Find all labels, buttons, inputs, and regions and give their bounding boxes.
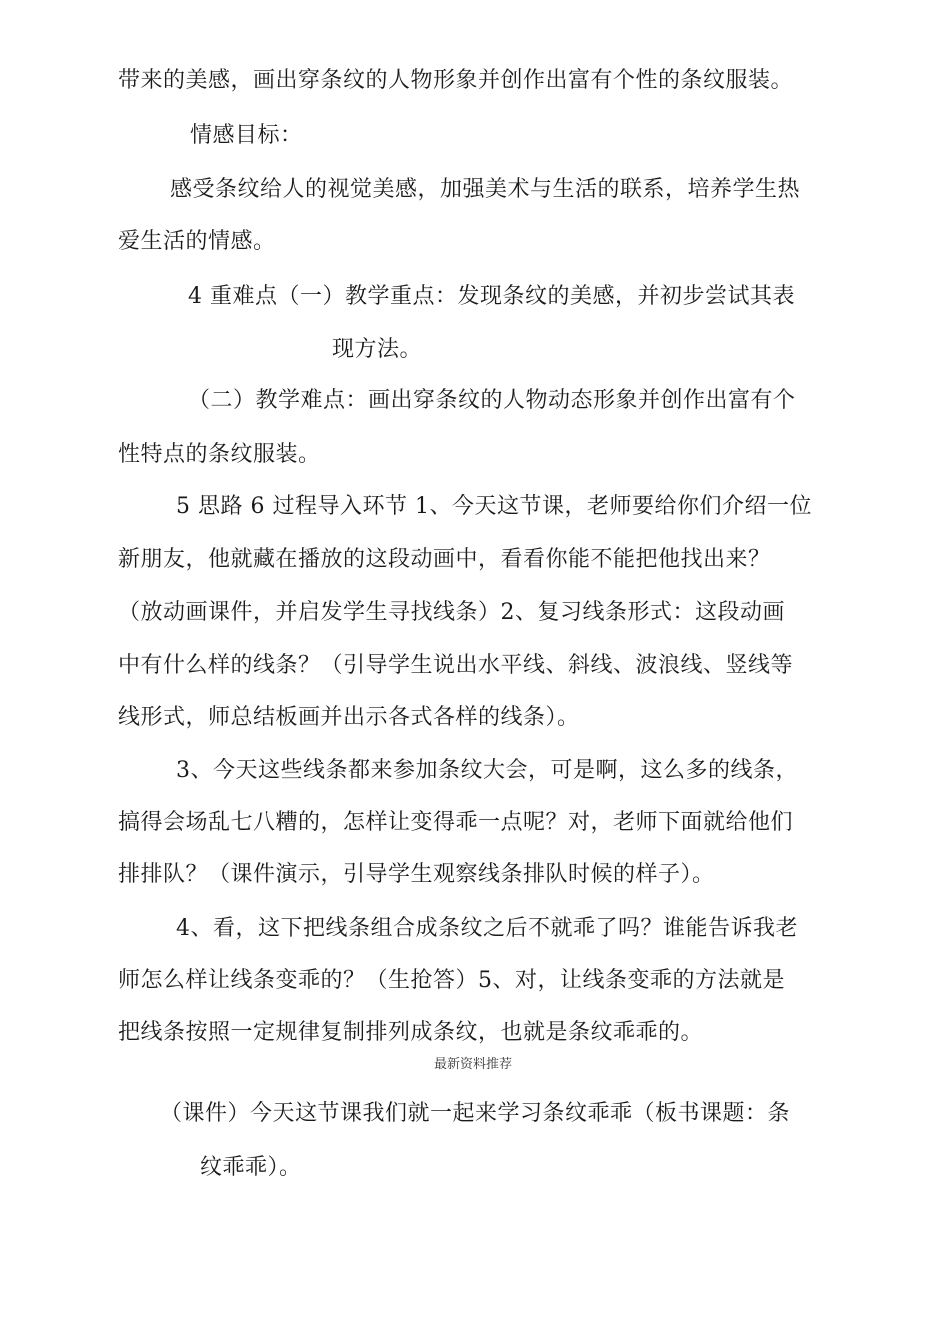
text-line-5: 4 重难点（一）教学重点：发现条纹的美感，并初步尝试其表 [188,284,795,309]
footer-recommendation: 最新资料推荐 [434,1057,513,1072]
text-line-18: 师怎么样让线条变乖的？（生抢答）5、对，让线条变乖的方法就是 [118,968,785,993]
text-line-14: 3、今天这些线条都来参加条纹大会，可是啊，这么多的线条， [176,758,798,783]
text-line-3: 感受条纹给人的视觉美感，加强美术与生活的联系，培养学生热 [170,177,801,202]
text-line-15: 搞得会场乱七八糟的，怎样让变得乖一点呢？对，老师下面就给他们 [118,810,794,835]
text-line-19: 把线条按照一定规律复制排列成条纹，也就是条纹乖乖的。 [118,1020,704,1045]
text-line-16: 排排队？（课件演示，引导学生观察线条排队时候的样子）。 [118,862,715,887]
text-line-9: 5 思路 6 过程导入环节 1、今天这节课，老师要给你们介绍一位 [176,494,812,519]
text-line-10: 新朋友，他就藏在播放的这段动画中，看看你能不能把他找出来？ [118,547,771,572]
text-line-13: 线形式，师总结板画并出示各式各样的线条）。 [118,705,580,730]
text-line-8: 性特点的条纹服装。 [118,442,321,467]
text-line-6: 现方法。 [332,337,423,362]
text-line-2: 情感目标： [190,123,303,148]
text-line-7: （二）教学难点：画出穿条纹的人物动态形象并创作出富有个 [188,388,796,413]
text-line-11: （放动画课件，并启发学生寻找线条）2、复习线条形式：这段动画 [118,600,785,625]
text-line-20: （课件）今天这节课我们就一起来学习条纹乖乖（板书课题：条 [160,1101,791,1126]
text-line-12: 中有什么样的线条？（引导学生说出水平线、斜线、波浪线、竖线等 [118,653,794,678]
text-line-21: 纹乖乖）。 [200,1155,302,1180]
text-line-17: 4、看，这下把线条组合成条纹之后不就乖了吗？谁能告诉我老 [176,916,798,941]
text-line-4: 爱生活的情感。 [118,229,276,254]
text-line-1: 带来的美感，画出穿条纹的人物形象并创作出富有个性的条纹服装。 [118,68,794,93]
